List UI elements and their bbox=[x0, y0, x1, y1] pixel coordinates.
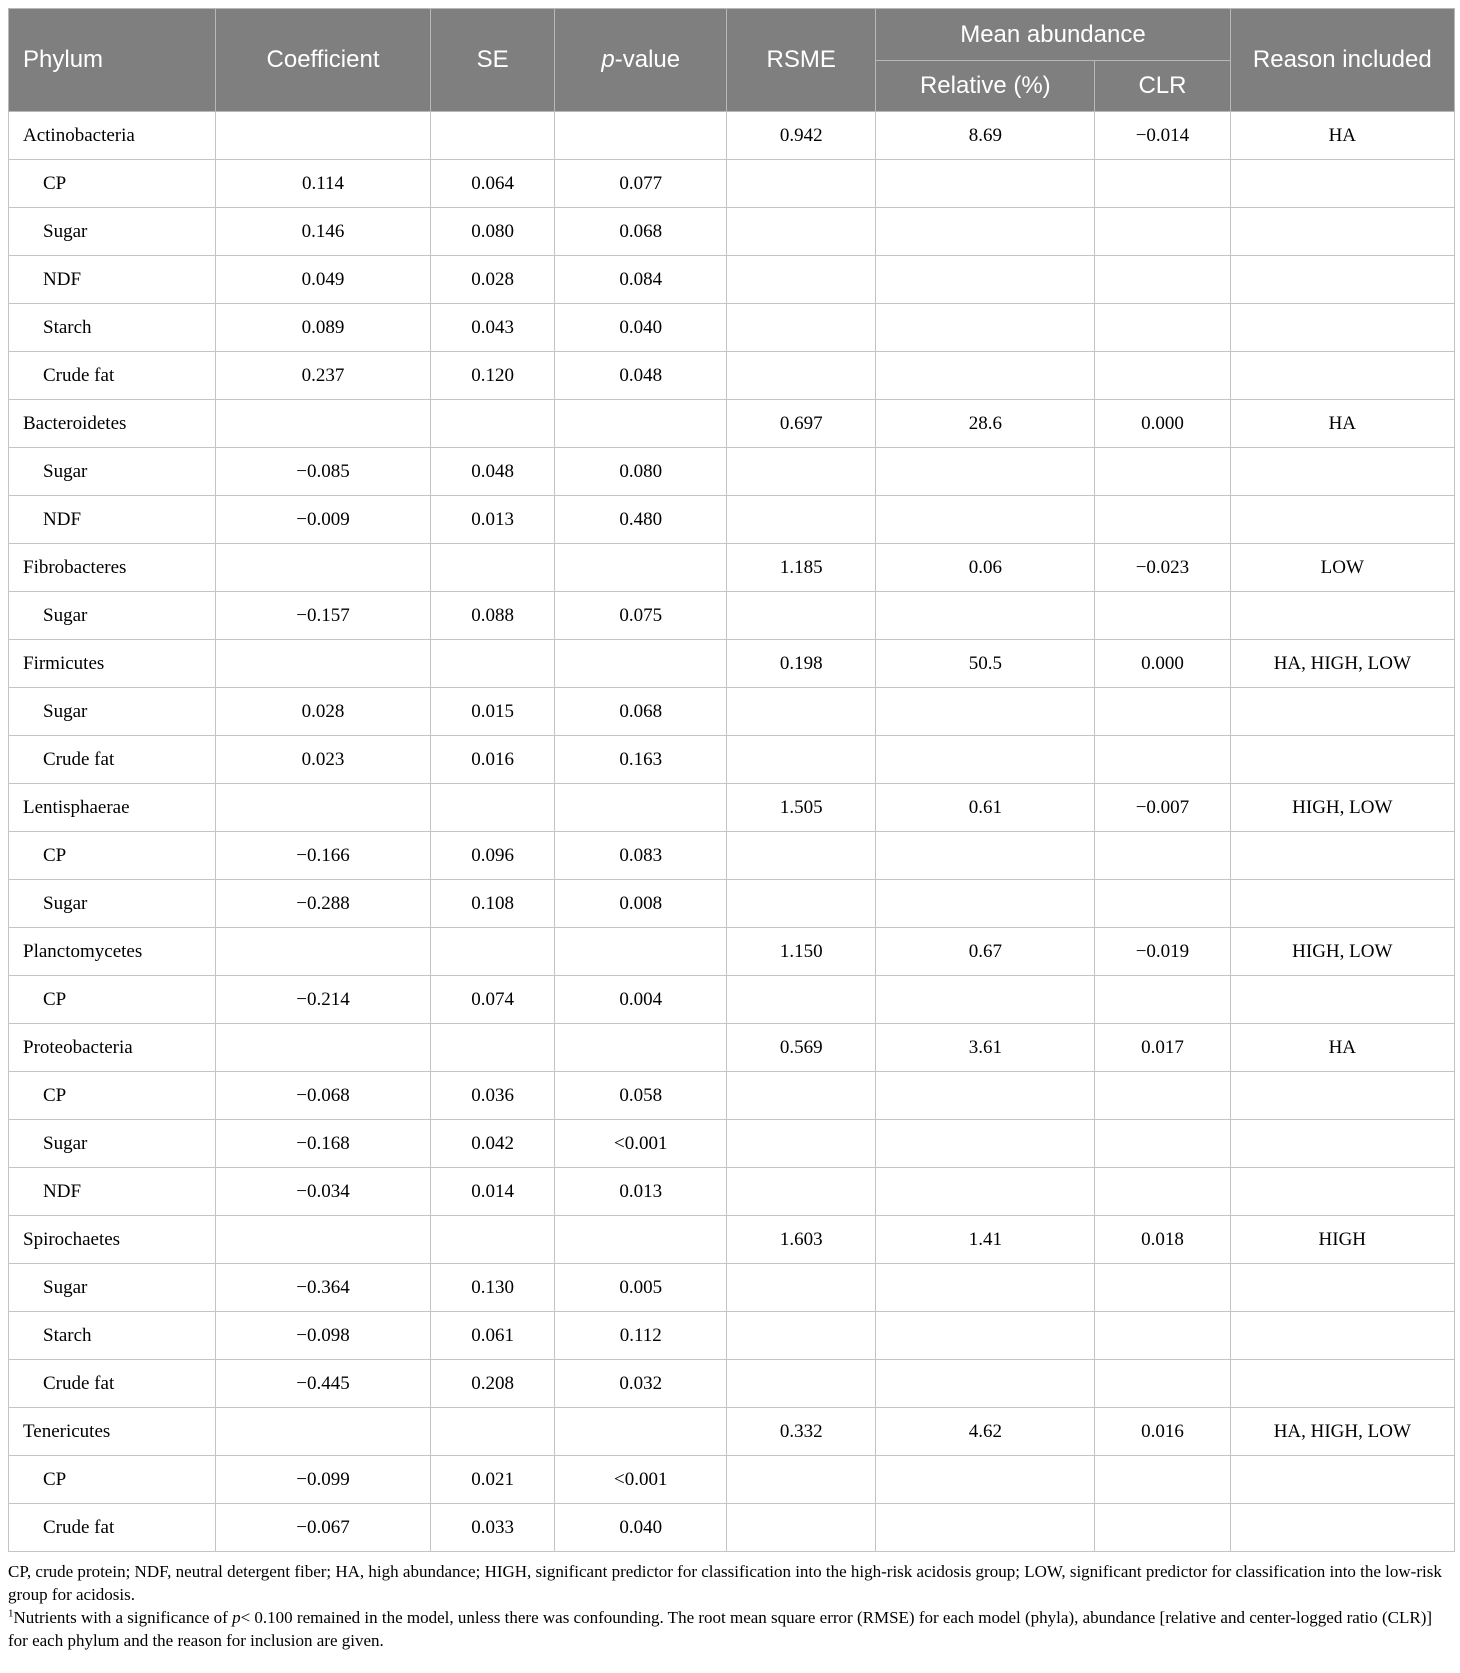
nutrient-row bbox=[9, 352, 1455, 400]
cell-reason bbox=[1230, 1264, 1454, 1312]
phylum-row bbox=[9, 640, 1455, 688]
cell-p-value: 0.163 bbox=[555, 736, 727, 784]
cell-p-value: 0.084 bbox=[555, 256, 727, 304]
phylum-row bbox=[9, 1408, 1455, 1456]
cell-name: Sugar bbox=[9, 448, 216, 496]
cell-reason bbox=[1230, 304, 1454, 352]
cell-rsme bbox=[727, 976, 876, 1024]
cell-name: Planctomycetes bbox=[9, 928, 216, 976]
cell-relative: 28.6 bbox=[876, 400, 1095, 448]
cell-clr: −0.019 bbox=[1095, 928, 1230, 976]
cell-reason bbox=[1230, 160, 1454, 208]
cell-coefficient: −0.214 bbox=[216, 976, 431, 1024]
cell-se bbox=[430, 1408, 555, 1456]
cell-clr bbox=[1095, 352, 1230, 400]
cell-relative bbox=[876, 1504, 1095, 1552]
cell-reason: HA, HIGH, LOW bbox=[1230, 1408, 1454, 1456]
nutrient-row bbox=[9, 1168, 1455, 1216]
cell-reason bbox=[1230, 688, 1454, 736]
cell-name: Crude fat bbox=[9, 1504, 216, 1552]
cell-name: Starch bbox=[9, 304, 216, 352]
cell-rsme: 0.942 bbox=[727, 112, 876, 160]
table-header bbox=[9, 9, 1455, 112]
cell-se: 0.064 bbox=[430, 160, 555, 208]
cell-clr bbox=[1095, 304, 1230, 352]
cell-rsme bbox=[727, 1456, 876, 1504]
cell-name: Crude fat bbox=[9, 736, 216, 784]
cell-se: 0.130 bbox=[430, 1264, 555, 1312]
cell-clr: 0.000 bbox=[1095, 400, 1230, 448]
cell-rsme bbox=[727, 592, 876, 640]
cell-rsme bbox=[727, 1264, 876, 1312]
cell-p-value: 0.005 bbox=[555, 1264, 727, 1312]
cell-relative bbox=[876, 1264, 1095, 1312]
cell-name: Crude fat bbox=[9, 1360, 216, 1408]
cell-coefficient: −0.099 bbox=[216, 1456, 431, 1504]
cell-reason: HA bbox=[1230, 112, 1454, 160]
cell-reason bbox=[1230, 1456, 1454, 1504]
cell-se: 0.208 bbox=[430, 1360, 555, 1408]
cell-se: 0.013 bbox=[430, 496, 555, 544]
nutrient-row bbox=[9, 880, 1455, 928]
cell-reason: HIGH bbox=[1230, 1216, 1454, 1264]
cell-relative: 0.61 bbox=[876, 784, 1095, 832]
cell-clr bbox=[1095, 1504, 1230, 1552]
cell-clr bbox=[1095, 1456, 1230, 1504]
results-table bbox=[8, 8, 1455, 1552]
nutrient-row bbox=[9, 1360, 1455, 1408]
cell-name: NDF bbox=[9, 496, 216, 544]
cell-relative bbox=[876, 496, 1095, 544]
cell-relative bbox=[876, 160, 1095, 208]
cell-p-value bbox=[555, 640, 727, 688]
cell-reason bbox=[1230, 1504, 1454, 1552]
cell-rsme: 0.697 bbox=[727, 400, 876, 448]
table-footnotes bbox=[8, 1560, 1453, 1652]
cell-name: Firmicutes bbox=[9, 640, 216, 688]
cell-name: CP bbox=[9, 160, 216, 208]
header-clr: CLR bbox=[1095, 61, 1230, 112]
cell-relative bbox=[876, 352, 1095, 400]
cell-rsme bbox=[727, 1360, 876, 1408]
cell-coefficient: −0.157 bbox=[216, 592, 431, 640]
nutrient-row bbox=[9, 736, 1455, 784]
cell-relative bbox=[876, 1312, 1095, 1360]
header-se: SE bbox=[430, 9, 555, 112]
cell-rsme: 1.150 bbox=[727, 928, 876, 976]
header-p-value bbox=[555, 9, 727, 112]
cell-p-value bbox=[555, 928, 727, 976]
phylum-row bbox=[9, 1216, 1455, 1264]
cell-coefficient: 0.028 bbox=[216, 688, 431, 736]
cell-clr bbox=[1095, 208, 1230, 256]
cell-rsme bbox=[727, 304, 876, 352]
cell-clr bbox=[1095, 1168, 1230, 1216]
cell-p-value: 0.068 bbox=[555, 208, 727, 256]
cell-rsme bbox=[727, 1504, 876, 1552]
cell-coefficient: −0.288 bbox=[216, 880, 431, 928]
table-body bbox=[9, 112, 1455, 1552]
cell-p-value bbox=[555, 784, 727, 832]
cell-se bbox=[430, 1216, 555, 1264]
cell-clr bbox=[1095, 1312, 1230, 1360]
cell-rsme bbox=[727, 1072, 876, 1120]
footnote-1-text-a: Nutrients with a significance of bbox=[13, 1608, 233, 1627]
cell-se: 0.108 bbox=[430, 880, 555, 928]
cell-relative: 1.41 bbox=[876, 1216, 1095, 1264]
cell-coefficient: −0.085 bbox=[216, 448, 431, 496]
cell-coefficient bbox=[216, 112, 431, 160]
cell-relative bbox=[876, 1168, 1095, 1216]
cell-clr: 0.000 bbox=[1095, 640, 1230, 688]
cell-coefficient: −0.034 bbox=[216, 1168, 431, 1216]
cell-se: 0.061 bbox=[430, 1312, 555, 1360]
cell-reason bbox=[1230, 832, 1454, 880]
cell-rsme bbox=[727, 688, 876, 736]
nutrient-row bbox=[9, 1264, 1455, 1312]
cell-reason: HIGH, LOW bbox=[1230, 784, 1454, 832]
cell-p-value: 0.083 bbox=[555, 832, 727, 880]
cell-reason bbox=[1230, 496, 1454, 544]
cell-rsme bbox=[727, 208, 876, 256]
cell-relative bbox=[876, 880, 1095, 928]
cell-coefficient: −0.009 bbox=[216, 496, 431, 544]
cell-p-value: 0.080 bbox=[555, 448, 727, 496]
cell-clr bbox=[1095, 688, 1230, 736]
cell-se bbox=[430, 928, 555, 976]
nutrient-row bbox=[9, 256, 1455, 304]
header-mean-abundance: Mean abundance bbox=[876, 9, 1230, 61]
cell-clr bbox=[1095, 448, 1230, 496]
cell-p-value: 0.480 bbox=[555, 496, 727, 544]
cell-p-value: 0.013 bbox=[555, 1168, 727, 1216]
cell-clr bbox=[1095, 736, 1230, 784]
phylum-row bbox=[9, 400, 1455, 448]
cell-coefficient bbox=[216, 784, 431, 832]
cell-coefficient: 0.023 bbox=[216, 736, 431, 784]
cell-reason bbox=[1230, 448, 1454, 496]
cell-relative bbox=[876, 1072, 1095, 1120]
cell-coefficient bbox=[216, 400, 431, 448]
cell-clr bbox=[1095, 496, 1230, 544]
cell-se: 0.021 bbox=[430, 1456, 555, 1504]
cell-reason bbox=[1230, 736, 1454, 784]
cell-clr: 0.018 bbox=[1095, 1216, 1230, 1264]
cell-reason bbox=[1230, 1168, 1454, 1216]
header-reason-included: Reason included bbox=[1230, 9, 1454, 112]
cell-name: NDF bbox=[9, 256, 216, 304]
cell-rsme: 0.332 bbox=[727, 1408, 876, 1456]
cell-rsme: 1.505 bbox=[727, 784, 876, 832]
cell-relative bbox=[876, 448, 1095, 496]
cell-reason bbox=[1230, 976, 1454, 1024]
cell-se bbox=[430, 1024, 555, 1072]
cell-p-value bbox=[555, 544, 727, 592]
header-phylum: Phylum bbox=[9, 9, 216, 112]
cell-p-value: <0.001 bbox=[555, 1456, 727, 1504]
cell-clr: −0.007 bbox=[1095, 784, 1230, 832]
cell-coefficient: 0.237 bbox=[216, 352, 431, 400]
cell-name: Starch bbox=[9, 1312, 216, 1360]
cell-clr: 0.017 bbox=[1095, 1024, 1230, 1072]
cell-name: Crude fat bbox=[9, 352, 216, 400]
cell-coefficient bbox=[216, 640, 431, 688]
nutrient-row bbox=[9, 1456, 1455, 1504]
cell-coefficient: 0.146 bbox=[216, 208, 431, 256]
cell-rsme bbox=[727, 352, 876, 400]
cell-coefficient bbox=[216, 1216, 431, 1264]
cell-se: 0.088 bbox=[430, 592, 555, 640]
cell-name: CP bbox=[9, 1456, 216, 1504]
cell-se bbox=[430, 400, 555, 448]
cell-se bbox=[430, 112, 555, 160]
cell-name: Proteobacteria bbox=[9, 1024, 216, 1072]
cell-rsme bbox=[727, 448, 876, 496]
cell-se: 0.120 bbox=[430, 352, 555, 400]
cell-coefficient bbox=[216, 544, 431, 592]
cell-p-value: 0.077 bbox=[555, 160, 727, 208]
footnote-1-p: p bbox=[232, 1608, 241, 1627]
footnote-marker: 1 bbox=[8, 1607, 14, 1620]
cell-reason bbox=[1230, 352, 1454, 400]
cell-rsme bbox=[727, 1168, 876, 1216]
nutrient-row bbox=[9, 496, 1455, 544]
cell-p-value: 0.075 bbox=[555, 592, 727, 640]
cell-clr: −0.023 bbox=[1095, 544, 1230, 592]
cell-relative bbox=[876, 1360, 1095, 1408]
cell-clr bbox=[1095, 1264, 1230, 1312]
table-container bbox=[8, 8, 1455, 1552]
cell-rsme bbox=[727, 1120, 876, 1168]
nutrient-row bbox=[9, 304, 1455, 352]
cell-relative: 3.61 bbox=[876, 1024, 1095, 1072]
cell-name: NDF bbox=[9, 1168, 216, 1216]
header-p-italic: p bbox=[601, 46, 615, 73]
cell-reason bbox=[1230, 1360, 1454, 1408]
cell-reason bbox=[1230, 256, 1454, 304]
nutrient-row bbox=[9, 208, 1455, 256]
header-p-rest: -value bbox=[614, 46, 681, 73]
nutrient-row bbox=[9, 1504, 1455, 1552]
cell-reason bbox=[1230, 1312, 1454, 1360]
cell-se: 0.080 bbox=[430, 208, 555, 256]
cell-relative: 4.62 bbox=[876, 1408, 1095, 1456]
cell-clr bbox=[1095, 256, 1230, 304]
cell-name: Sugar bbox=[9, 208, 216, 256]
cell-reason bbox=[1230, 1072, 1454, 1120]
cell-coefficient: 0.114 bbox=[216, 160, 431, 208]
cell-clr bbox=[1095, 1360, 1230, 1408]
cell-se: 0.048 bbox=[430, 448, 555, 496]
cell-reason bbox=[1230, 1120, 1454, 1168]
cell-p-value: 0.048 bbox=[555, 352, 727, 400]
cell-p-value bbox=[555, 400, 727, 448]
cell-coefficient: −0.067 bbox=[216, 1504, 431, 1552]
cell-relative bbox=[876, 1456, 1095, 1504]
footnote-abbreviations: CP, crude protein; NDF, neutral detergent fiber; HA, high abundance; HIGH, significant predictor for classification into the high-risk acidosis group; LOW, significant predictor for classification into the low-risk group for acidosis. bbox=[8, 1562, 1442, 1604]
cell-rsme bbox=[727, 880, 876, 928]
cell-name: CP bbox=[9, 1072, 216, 1120]
cell-reason bbox=[1230, 880, 1454, 928]
cell-coefficient: −0.166 bbox=[216, 832, 431, 880]
cell-p-value: 0.058 bbox=[555, 1072, 727, 1120]
cell-name: Actinobacteria bbox=[9, 112, 216, 160]
cell-name: Sugar bbox=[9, 1264, 216, 1312]
cell-relative bbox=[876, 832, 1095, 880]
cell-relative bbox=[876, 736, 1095, 784]
nutrient-row bbox=[9, 592, 1455, 640]
cell-coefficient bbox=[216, 928, 431, 976]
cell-se bbox=[430, 784, 555, 832]
cell-relative: 0.67 bbox=[876, 928, 1095, 976]
cell-clr bbox=[1095, 976, 1230, 1024]
cell-name: Sugar bbox=[9, 688, 216, 736]
cell-rsme bbox=[727, 1312, 876, 1360]
cell-name: Lentisphaerae bbox=[9, 784, 216, 832]
cell-se: 0.028 bbox=[430, 256, 555, 304]
cell-coefficient: −0.445 bbox=[216, 1360, 431, 1408]
header-relative: Relative (%) bbox=[876, 61, 1095, 112]
cell-se: 0.015 bbox=[430, 688, 555, 736]
cell-rsme: 0.198 bbox=[727, 640, 876, 688]
footnote-1 bbox=[8, 1606, 1453, 1652]
cell-rsme bbox=[727, 832, 876, 880]
cell-clr: 0.016 bbox=[1095, 1408, 1230, 1456]
cell-coefficient: −0.168 bbox=[216, 1120, 431, 1168]
cell-clr bbox=[1095, 880, 1230, 928]
header-coefficient: Coefficient bbox=[216, 9, 431, 112]
cell-clr bbox=[1095, 1072, 1230, 1120]
cell-reason: HA, HIGH, LOW bbox=[1230, 640, 1454, 688]
cell-rsme bbox=[727, 736, 876, 784]
cell-name: CP bbox=[9, 976, 216, 1024]
nutrient-row bbox=[9, 1312, 1455, 1360]
cell-reason: LOW bbox=[1230, 544, 1454, 592]
cell-se: 0.074 bbox=[430, 976, 555, 1024]
cell-name: Fibrobacteres bbox=[9, 544, 216, 592]
nutrient-row bbox=[9, 160, 1455, 208]
cell-reason bbox=[1230, 208, 1454, 256]
phylum-row bbox=[9, 784, 1455, 832]
cell-name: Sugar bbox=[9, 1120, 216, 1168]
cell-relative: 50.5 bbox=[876, 640, 1095, 688]
cell-p-value: <0.001 bbox=[555, 1120, 727, 1168]
header-rsme: RSME bbox=[727, 9, 876, 112]
cell-reason bbox=[1230, 592, 1454, 640]
cell-clr bbox=[1095, 592, 1230, 640]
nutrient-row bbox=[9, 688, 1455, 736]
cell-reason: HIGH, LOW bbox=[1230, 928, 1454, 976]
cell-p-value bbox=[555, 112, 727, 160]
cell-reason: HA bbox=[1230, 400, 1454, 448]
cell-name: Spirochaetes bbox=[9, 1216, 216, 1264]
nutrient-row bbox=[9, 976, 1455, 1024]
cell-rsme: 0.569 bbox=[727, 1024, 876, 1072]
cell-name: CP bbox=[9, 832, 216, 880]
cell-rsme: 1.603 bbox=[727, 1216, 876, 1264]
cell-p-value: 0.032 bbox=[555, 1360, 727, 1408]
cell-se: 0.036 bbox=[430, 1072, 555, 1120]
phylum-row bbox=[9, 112, 1455, 160]
cell-relative: 8.69 bbox=[876, 112, 1095, 160]
footnote-1-text-b: < 0.100 remained in the model, unless there was confounding. The root mean square error (RMSE) for each model (phyla), abundance [relative and center-logged ratio (CLR)] for each phylum and the reason for inclusion are given. bbox=[8, 1608, 1433, 1650]
cell-p-value: 0.040 bbox=[555, 1504, 727, 1552]
cell-clr: −0.014 bbox=[1095, 112, 1230, 160]
cell-reason: HA bbox=[1230, 1024, 1454, 1072]
cell-relative bbox=[876, 592, 1095, 640]
cell-relative bbox=[876, 688, 1095, 736]
cell-p-value: 0.068 bbox=[555, 688, 727, 736]
phylum-row bbox=[9, 928, 1455, 976]
cell-relative bbox=[876, 976, 1095, 1024]
cell-se bbox=[430, 640, 555, 688]
cell-relative: 0.06 bbox=[876, 544, 1095, 592]
cell-name: Sugar bbox=[9, 880, 216, 928]
nutrient-row bbox=[9, 448, 1455, 496]
cell-p-value bbox=[555, 1216, 727, 1264]
cell-coefficient: 0.049 bbox=[216, 256, 431, 304]
cell-coefficient bbox=[216, 1408, 431, 1456]
cell-p-value: 0.112 bbox=[555, 1312, 727, 1360]
cell-se: 0.016 bbox=[430, 736, 555, 784]
nutrient-row bbox=[9, 1120, 1455, 1168]
cell-p-value bbox=[555, 1408, 727, 1456]
nutrient-row bbox=[9, 1072, 1455, 1120]
cell-p-value: 0.040 bbox=[555, 304, 727, 352]
cell-name: Tenericutes bbox=[9, 1408, 216, 1456]
cell-se: 0.043 bbox=[430, 304, 555, 352]
cell-rsme bbox=[727, 256, 876, 304]
cell-coefficient bbox=[216, 1024, 431, 1072]
cell-relative bbox=[876, 1120, 1095, 1168]
cell-relative bbox=[876, 208, 1095, 256]
cell-se: 0.042 bbox=[430, 1120, 555, 1168]
phylum-row bbox=[9, 1024, 1455, 1072]
cell-name: Bacteroidetes bbox=[9, 400, 216, 448]
cell-coefficient: −0.068 bbox=[216, 1072, 431, 1120]
cell-relative bbox=[876, 256, 1095, 304]
cell-se: 0.014 bbox=[430, 1168, 555, 1216]
cell-coefficient: −0.364 bbox=[216, 1264, 431, 1312]
cell-coefficient: −0.098 bbox=[216, 1312, 431, 1360]
cell-name: Sugar bbox=[9, 592, 216, 640]
phylum-row bbox=[9, 544, 1455, 592]
cell-se: 0.033 bbox=[430, 1504, 555, 1552]
cell-se bbox=[430, 544, 555, 592]
cell-rsme bbox=[727, 496, 876, 544]
cell-clr bbox=[1095, 1120, 1230, 1168]
cell-p-value: 0.008 bbox=[555, 880, 727, 928]
cell-rsme: 1.185 bbox=[727, 544, 876, 592]
nutrient-row bbox=[9, 832, 1455, 880]
cell-clr bbox=[1095, 160, 1230, 208]
cell-coefficient: 0.089 bbox=[216, 304, 431, 352]
cell-clr bbox=[1095, 832, 1230, 880]
cell-relative bbox=[876, 304, 1095, 352]
cell-rsme bbox=[727, 160, 876, 208]
cell-se: 0.096 bbox=[430, 832, 555, 880]
cell-p-value: 0.004 bbox=[555, 976, 727, 1024]
cell-p-value bbox=[555, 1024, 727, 1072]
